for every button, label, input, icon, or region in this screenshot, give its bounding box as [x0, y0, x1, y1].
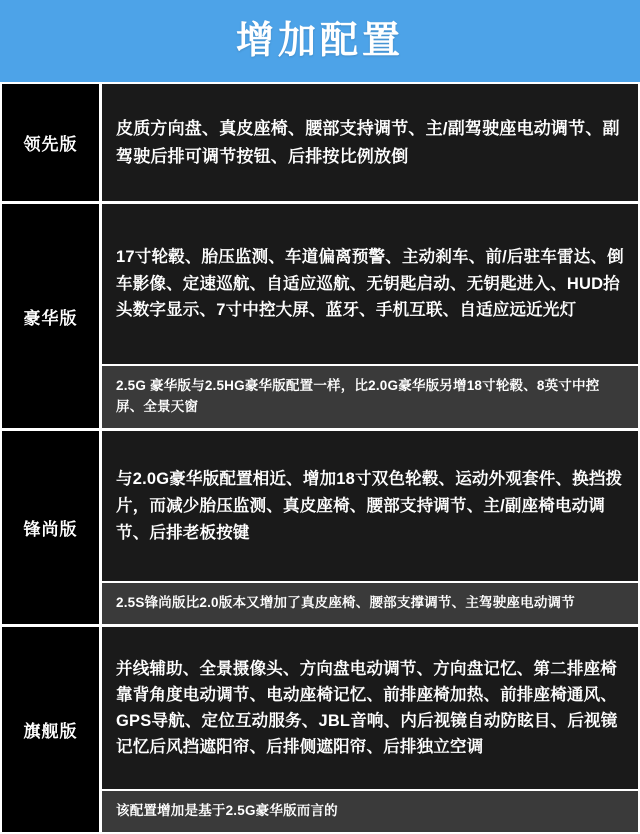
feature-list: 皮质方向盘、真皮座椅、腰部支持调节、主/副驾驶座电动调节、副驾驶后排可调节按钮、后排按比例放倒 — [116, 118, 620, 166]
feature-note: 2.5S锋尚版比2.0版本又增加了真皮座椅、腰部支撑调节、主驾驶座电动调节 — [102, 581, 638, 624]
feature-note: 该配置增加是基于2.5G豪华版而言的 — [102, 789, 638, 832]
feature-list: 与2.0G豪华版配置相近、增加18寸双色轮毂、运动外观套件、换挡拨片，而减少胎压监测、真皮座椅、腰部支持调节、主/副座椅电动调节、后排老板按键 — [116, 470, 623, 542]
trim-content — [102, 204, 638, 428]
trim-content — [102, 431, 638, 624]
config-table — [0, 82, 640, 834]
feature-list: 17寸轮毂、胎压监测、车道偏离预警、主动刹车、前/后驻车雷达、倒车影像、定速巡航、自适应巡航、无钥匙启动、无钥匙进入、HUD抬头数字显示、7寸中控大屏、蓝牙、手机互联、自适应远近光灯 — [116, 247, 624, 320]
table-row — [2, 84, 638, 204]
feature-list: 并线辅助、全景摄像头、方向盘电动调节、方向盘记忆、第二排座椅靠背角度电动调节、电动座椅记忆、前排座椅加热、前排座椅通风、GPS导航、定位互动服务、JBL音响、内后视镜自动防眩目、后视镜记忆后风挡遮阳帘、后排侧遮阳帘、后排独立空调 — [116, 660, 618, 757]
table-row — [2, 627, 638, 832]
page-header — [0, 0, 640, 82]
table-row — [2, 431, 638, 627]
page-title: 增加配置 — [235, 20, 404, 62]
trim-content — [102, 627, 638, 832]
trim-content — [102, 84, 638, 201]
trim-label: 豪华版 — [2, 204, 102, 428]
trim-label: 锋尚版 — [2, 431, 102, 624]
table-row — [2, 204, 638, 431]
trim-label: 领先版 — [2, 84, 102, 201]
trim-label: 旗舰版 — [2, 627, 102, 832]
feature-note: 2.5G 豪华版与2.5HG豪华版配置一样，比2.0G豪华版另增18寸轮毂、8英寸中控屏、全景天窗 — [102, 364, 638, 428]
